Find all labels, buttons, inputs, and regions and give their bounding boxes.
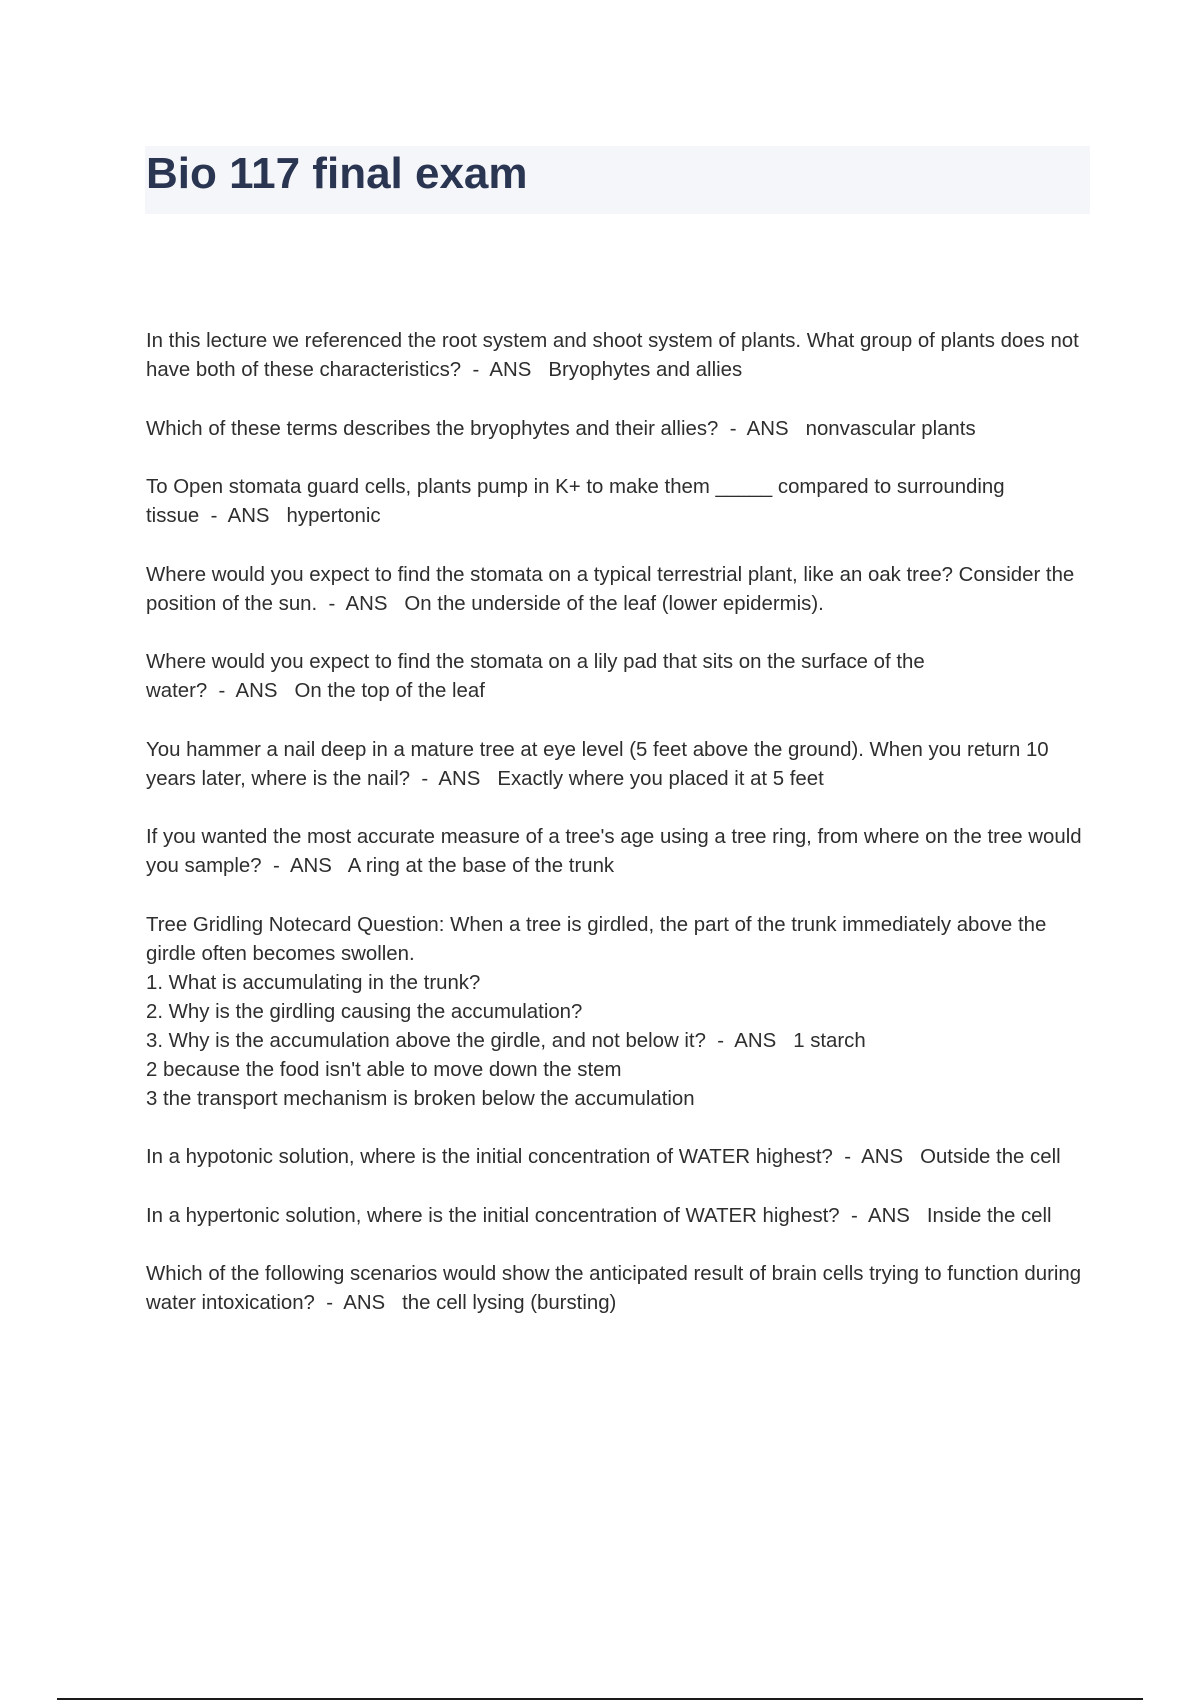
answer-separator: - ANS: [461, 359, 549, 381]
question-text: In a hypotonic solution, where is the initial concentration of WATER highest?: [146, 1146, 833, 1168]
answer-separator: - ANS: [261, 855, 348, 877]
qa-item: [146, 736, 1096, 794]
answer-separator: - ANS: [832, 1146, 921, 1168]
question-text: Where would you expect to find the stomata on a lily pad that sits on the surface of the water?: [146, 651, 931, 702]
answer-text: Exactly where you placed it at 5 feet: [497, 767, 824, 790]
answer-text: On the underside of the leaf (lower epidermis).: [404, 592, 824, 615]
answer-separator: - ANS: [207, 680, 295, 702]
answer-separator: - ANS: [314, 1292, 403, 1314]
answer-text: hypertonic: [286, 505, 381, 527]
answer-text: the cell lysing (bursting): [402, 1292, 617, 1314]
question-text: You hammer a nail deep in a mature tree at eye level (5 feet above the ground). When you return 10 years later, where is the nail?: [146, 738, 1055, 790]
question-text: Tree Gridling Notecard Question: When a tree is girdled, the part of the trunk immediately above the girdle often becomes swollen. 1. What is accumulating in the trunk? 2. Why is the girdling causing the accumulation? 3. Why is the accumulation above the girdle, and not below it?: [146, 913, 1047, 1052]
answer-separator: - ANS: [839, 1204, 927, 1227]
question-text: To Open stomata guard cells, plants pump in K+ to make them _____ compared to surrounding tissue: [146, 476, 1011, 527]
qa-item: [146, 1202, 1096, 1231]
qa-list: [146, 327, 1096, 1348]
qa-item: [146, 823, 1096, 881]
answer-text: Bryophytes and allies: [548, 359, 743, 381]
qa-item: [146, 327, 1096, 385]
page-title: Bio 117 final exam: [146, 149, 528, 198]
answer-text: On the top of the leaf: [294, 680, 485, 702]
qa-item: [146, 648, 1096, 706]
question-text: If you wanted the most accurate measure of a tree's age using a tree ring, from where on the tree would you sample?: [146, 826, 1088, 877]
qa-item: [146, 473, 1096, 531]
question-text: Which of these terms describes the bryophytes and their allies?: [146, 417, 719, 440]
answer-text: Inside the cell: [926, 1204, 1052, 1227]
answer-separator: - ANS: [718, 417, 806, 440]
answer-separator: - ANS: [317, 592, 405, 615]
qa-item: [146, 415, 1096, 444]
answer-text: A ring at the base of the trunk: [347, 855, 615, 877]
question-text: Which of the following scenarios would show the anticipated result of brain cells trying to function during water intoxication?: [146, 1263, 1087, 1314]
question-text: In this lecture we referenced the root system and shoot system of plants. What group of plants does not have both of these characteristics?: [146, 330, 1085, 381]
qa-item: [146, 911, 1096, 1114]
qa-item: [146, 1260, 1096, 1318]
answer-text: 1 starch 2 because the food isn't able to move down the stem 3 the transport mechanism is broken below the accumulation: [146, 1029, 866, 1110]
answer-separator: - ANS: [705, 1029, 794, 1052]
answer-text: Outside the cell: [920, 1146, 1061, 1168]
question-text: Where would you expect to find the stomata on a typical terrestrial plant, like an oak tree? Consider the position of the sun.: [146, 563, 1080, 615]
question-text: In a hypertonic solution, where is the initial concentration of WATER highest?: [146, 1204, 840, 1227]
qa-item: [146, 1143, 1096, 1172]
answer-separator: - ANS: [410, 767, 498, 790]
qa-item: [146, 561, 1096, 619]
answer-separator: - ANS: [199, 505, 287, 527]
answer-text: nonvascular plants: [805, 417, 976, 440]
